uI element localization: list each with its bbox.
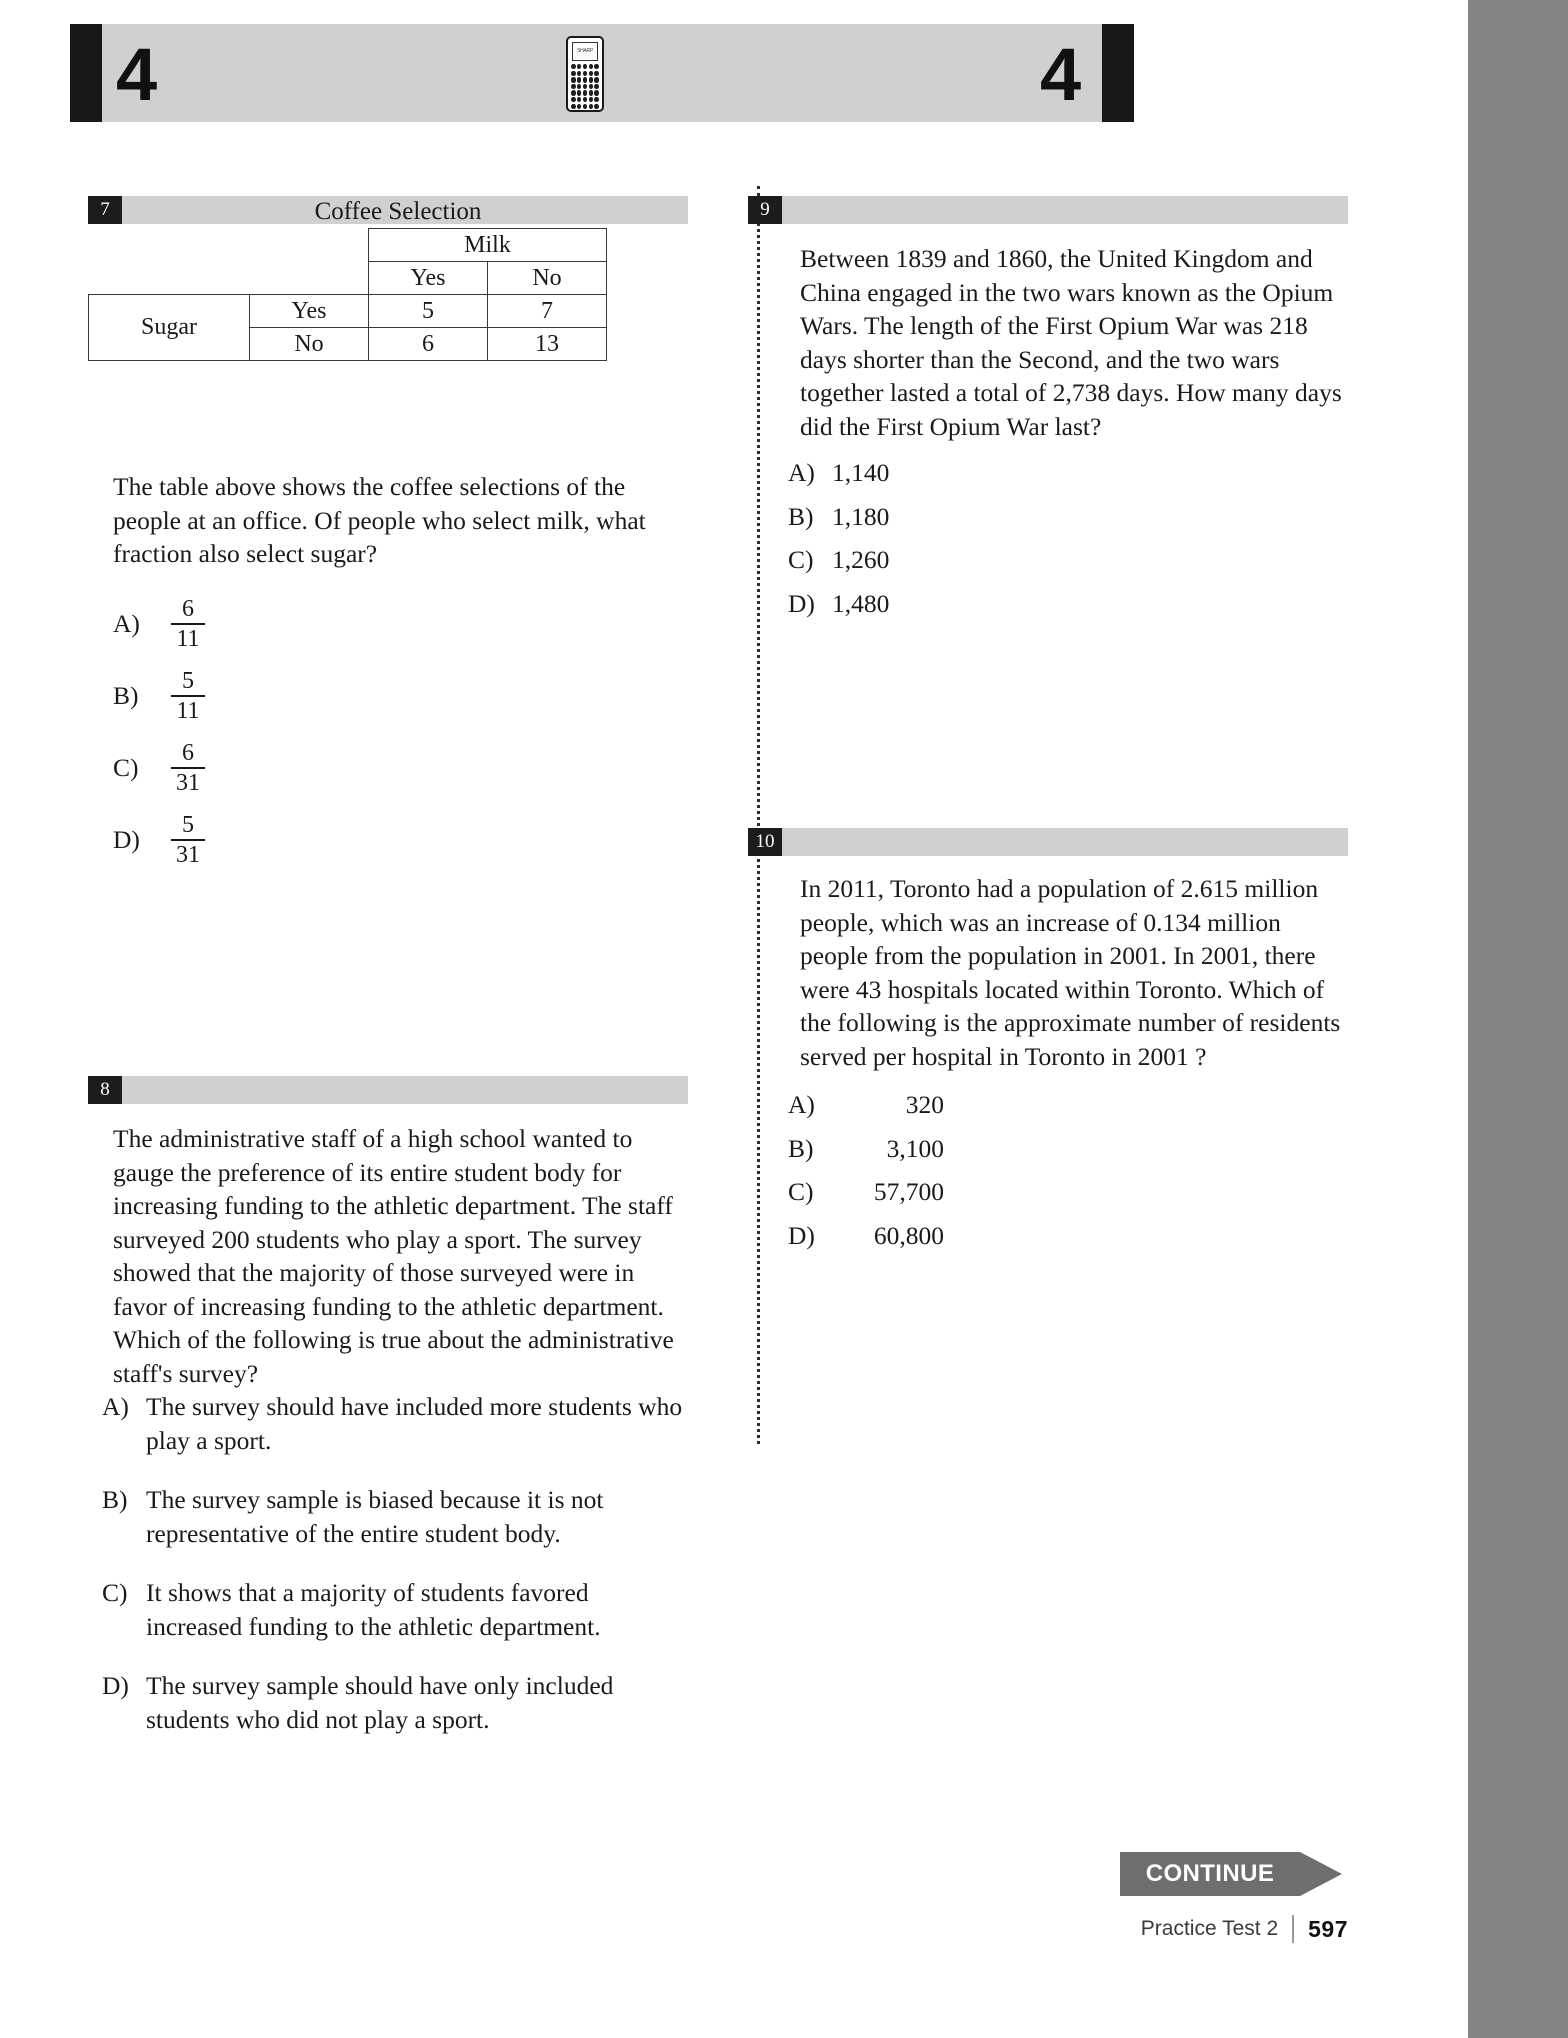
- question-text-8: The administrative staff of a high school wanted to gauge the preference of its entire student body for increasing funding to the athletic department. The staff surveyed 200 students who play a sport. The survey showed that the majority of those surveyed were in favor of increasing funding to the athletic department. Which of the following is true about the administrative staff's survey?: [113, 1124, 674, 1388]
- footer-test-name: Practice Test 2: [1140, 1917, 1279, 1940]
- section-number-right: 4: [1040, 33, 1082, 116]
- fraction-bar: [171, 623, 205, 625]
- fraction-denominator: 11: [176, 625, 200, 652]
- question-text-10: In 2011, Toronto had a population of 2.615 million people, which was an increase of 0.134 million people from the population in 2001. In 2001, there were 43 hospitals located within Toronto. Which of the following is the approximate number of residents served per hospital in Toronto in 2001 ?: [800, 874, 1341, 1071]
- choice-letter: D): [788, 1220, 815, 1250]
- choice-9-b[interactable]: [788, 500, 1188, 534]
- choice-text: 1,180: [832, 501, 890, 531]
- continue-label: CONTINUE: [1145, 1860, 1275, 1887]
- question-number-10: 10: [748, 828, 782, 856]
- fraction-denominator: 11: [176, 697, 200, 724]
- fraction-numerator: 5: [182, 811, 194, 838]
- choice-text: The survey sample is biased because it is not representative of the entire student body.: [146, 1485, 604, 1548]
- choice-letter: A): [788, 458, 815, 487]
- choice-text: 320: [905, 1090, 944, 1119]
- footer-page-number: 597: [1308, 1915, 1348, 1942]
- choice-7-d[interactable]: [113, 804, 413, 876]
- footer-separator: [1292, 1915, 1294, 1943]
- continue-arrow-icon: [1300, 1852, 1342, 1896]
- continue-banner: [1120, 1852, 1350, 1896]
- choice-7-b[interactable]: [113, 660, 413, 732]
- question-number-7: 7: [88, 196, 122, 224]
- calculator-screen-label: SHARP: [572, 42, 598, 61]
- table-row-group-header: Sugar: [89, 295, 250, 361]
- fraction-5-31: [171, 813, 205, 868]
- section-number-left: 4: [116, 33, 158, 116]
- choice-text: 1,140: [832, 458, 890, 487]
- table-col-header-yes: Yes: [369, 262, 488, 295]
- table-row-header-yes: Yes: [250, 295, 369, 328]
- choice-8-b[interactable]: [102, 1483, 688, 1550]
- fraction-bar: [171, 695, 205, 697]
- calculator-keys: [571, 64, 599, 109]
- table-cell-empty: [89, 262, 250, 295]
- running-header: [88, 24, 1120, 122]
- choice-9-d[interactable]: [788, 587, 1188, 621]
- table-cell-no-yes: 6: [369, 328, 488, 361]
- table-row: [89, 262, 607, 295]
- question-text-7: The table above shows the coffee selections of the people at an office. Of people who select milk, what fraction also select sugar?: [113, 472, 646, 568]
- question-number-8: 8: [88, 1076, 122, 1104]
- header-band: [88, 24, 1120, 122]
- table-row-header-no: No: [250, 328, 369, 361]
- table-cell-empty: [89, 229, 250, 262]
- fraction-numerator: 6: [182, 595, 194, 622]
- choice-8-c[interactable]: [102, 1576, 688, 1643]
- choice-text: The survey sample should have only included students who did not play a sport.: [146, 1671, 614, 1734]
- choice-10-d[interactable]: [788, 1219, 1188, 1253]
- table-row: [89, 229, 607, 262]
- header-rule-left: [70, 24, 102, 122]
- choice-text: The survey should have included more students who play a sport.: [146, 1392, 683, 1455]
- fraction-denominator: 31: [176, 841, 200, 868]
- choice-letter: C): [102, 1578, 128, 1607]
- choice-10-b[interactable]: [788, 1132, 1188, 1166]
- choice-7-c[interactable]: [113, 732, 413, 804]
- choice-7-a[interactable]: [113, 588, 413, 660]
- column-divider: [757, 186, 760, 1444]
- fraction-5-11: [171, 669, 205, 724]
- fraction-6-31: [171, 741, 205, 796]
- choices-8: [102, 1390, 688, 1736]
- fraction-numerator: 6: [182, 739, 194, 766]
- table-col-header-no: No: [488, 262, 607, 295]
- choice-9-c[interactable]: [788, 543, 1188, 577]
- table-cell-yes-no: 7: [488, 295, 607, 328]
- question-text-9: Between 1839 and 1860, the United Kingdom and China engaged in the two wars known as the Opium Wars. The length of the First Opium War was 218 days shorter than the Second, and the two wars together lasted a total of 2,738 days. How many days did the First Opium War last?: [800, 244, 1342, 441]
- choice-letter: D): [113, 825, 140, 854]
- choice-10-c[interactable]: [788, 1175, 1188, 1209]
- choice-letter: A): [102, 1392, 129, 1421]
- choice-letter: D): [788, 588, 815, 618]
- choices-10: [788, 1088, 1188, 1252]
- choice-text: It shows that a majority of students favored increased funding to the athletic department.: [146, 1578, 601, 1641]
- choice-8-d[interactable]: [102, 1669, 688, 1736]
- choices-9: [788, 456, 1188, 620]
- choice-text: 3,100: [886, 1133, 944, 1163]
- choice-letter: B): [788, 1133, 814, 1163]
- choice-letter: A): [788, 1090, 815, 1119]
- choice-letter: B): [113, 681, 139, 710]
- fraction-denominator: 31: [176, 769, 200, 796]
- question-band-9: [748, 196, 1348, 224]
- table-col-group-header: Milk: [369, 229, 607, 262]
- choice-letter: C): [113, 753, 139, 782]
- page-footer: [1000, 1912, 1348, 1946]
- table-cell-empty: [250, 262, 369, 295]
- choice-text: 57,700: [873, 1177, 944, 1206]
- question-band-10: [748, 828, 1348, 856]
- choice-9-a[interactable]: [788, 456, 1188, 490]
- choice-letter: A): [113, 609, 140, 638]
- choice-text: 1,480: [832, 588, 890, 618]
- table-cell-no-no: 13: [488, 328, 607, 361]
- choice-letter: C): [788, 1177, 814, 1206]
- header-rule-right: [1102, 24, 1134, 122]
- coffee-selection-table: [88, 228, 607, 361]
- question-number-9: 9: [748, 196, 782, 224]
- choice-letter: D): [102, 1671, 129, 1700]
- fraction-bar: [171, 767, 205, 769]
- table-row: [89, 295, 607, 328]
- fraction-6-11: [171, 597, 205, 652]
- choices-7: [113, 588, 413, 876]
- scan-gutter: [1468, 0, 1568, 2038]
- choice-text: 1,260: [832, 545, 890, 574]
- table-cell-empty: [250, 229, 369, 262]
- choice-letter: B): [102, 1485, 128, 1514]
- table-cell-yes-yes: 5: [369, 295, 488, 328]
- figure-title-coffee-selection: Coffee Selection: [314, 198, 482, 225]
- choice-letter: C): [788, 545, 814, 574]
- question-band-8: [88, 1076, 688, 1104]
- calculator-icon: [566, 36, 604, 112]
- choice-10-a[interactable]: [788, 1088, 1188, 1122]
- fraction-bar: [171, 839, 205, 841]
- choice-text: 60,800: [873, 1220, 944, 1250]
- choice-8-a[interactable]: [102, 1390, 688, 1457]
- choice-letter: B): [788, 501, 814, 531]
- fraction-numerator: 5: [182, 667, 194, 694]
